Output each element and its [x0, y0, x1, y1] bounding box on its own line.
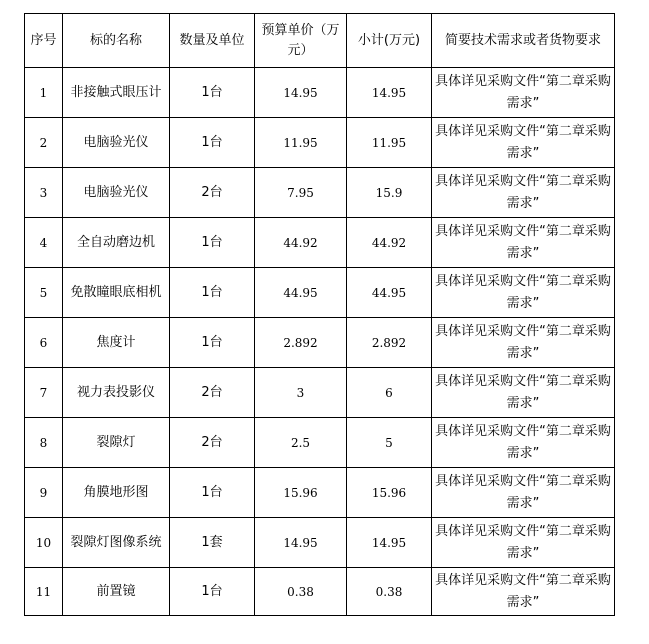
cell-requirement: 具体详见采购文件“第二章采购需求” [432, 168, 615, 218]
cell-name: 电脑验光仪 [63, 168, 170, 218]
cell-qty: 1台 [170, 568, 255, 616]
procurement-table-container [24, 13, 615, 616]
cell-name: 免散瞳眼底相机 [63, 268, 170, 318]
cell-requirement: 具体详见采购文件“第二章采购需求” [432, 368, 615, 418]
cell-name: 裂隙灯 [63, 418, 170, 468]
cell-unit-price: 44.92 [255, 218, 347, 268]
cell-unit-price: 2.5 [255, 418, 347, 468]
cell-name: 电脑验光仪 [63, 118, 170, 168]
cell-subtotal: 15.96 [347, 468, 432, 518]
cell-seq: 11 [25, 568, 63, 616]
cell-subtotal: 44.92 [347, 218, 432, 268]
cell-unit-price: 7.95 [255, 168, 347, 218]
cell-subtotal: 14.95 [347, 68, 432, 118]
cell-requirement: 具体详见采购文件“第二章采购需求” [432, 468, 615, 518]
table-row [25, 68, 615, 118]
cell-unit-price: 14.95 [255, 518, 347, 568]
cell-unit-price: 0.38 [255, 568, 347, 616]
cell-qty: 1台 [170, 468, 255, 518]
cell-seq: 5 [25, 268, 63, 318]
cell-seq: 8 [25, 418, 63, 468]
cell-seq: 9 [25, 468, 63, 518]
cell-unit-price: 2.892 [255, 318, 347, 368]
cell-subtotal: 11.95 [347, 118, 432, 168]
cell-qty: 1台 [170, 318, 255, 368]
table-row [25, 118, 615, 168]
table-row [25, 368, 615, 418]
table-row [25, 168, 615, 218]
cell-unit-price: 14.95 [255, 68, 347, 118]
cell-qty: 2台 [170, 168, 255, 218]
cell-seq: 6 [25, 318, 63, 368]
cell-name: 视力表投影仪 [63, 368, 170, 418]
cell-requirement: 具体详见采购文件“第二章采购需求” [432, 118, 615, 168]
cell-qty: 1套 [170, 518, 255, 568]
header-seq: 序号 [25, 14, 63, 68]
table-row [25, 218, 615, 268]
cell-name: 前置镜 [63, 568, 170, 616]
cell-subtotal: 5 [347, 418, 432, 468]
header-subtotal: 小计(万元) [347, 14, 432, 68]
cell-seq: 7 [25, 368, 63, 418]
cell-name: 焦度计 [63, 318, 170, 368]
cell-subtotal: 44.95 [347, 268, 432, 318]
cell-qty: 1台 [170, 218, 255, 268]
cell-requirement: 具体详见采购文件“第二章采购需求” [432, 418, 615, 468]
cell-requirement: 具体详见采购文件“第二章采购需求” [432, 318, 615, 368]
cell-qty: 1台 [170, 68, 255, 118]
header-unit-price: 预算单价（万元） [255, 14, 347, 68]
cell-subtotal: 14.95 [347, 518, 432, 568]
cell-seq: 4 [25, 218, 63, 268]
table-row [25, 468, 615, 518]
cell-unit-price: 44.95 [255, 268, 347, 318]
cell-seq: 10 [25, 518, 63, 568]
cell-qty: 2台 [170, 418, 255, 468]
cell-qty: 2台 [170, 368, 255, 418]
table-row [25, 418, 615, 468]
cell-name: 角膜地形图 [63, 468, 170, 518]
table-row [25, 568, 615, 616]
cell-name: 全自动磨边机 [63, 218, 170, 268]
table-row [25, 518, 615, 568]
cell-seq: 2 [25, 118, 63, 168]
procurement-table [24, 13, 615, 616]
cell-unit-price: 11.95 [255, 118, 347, 168]
cell-name: 非接触式眼压计 [63, 68, 170, 118]
cell-subtotal: 0.38 [347, 568, 432, 616]
cell-requirement: 具体详见采购文件“第二章采购需求” [432, 568, 615, 616]
header-requirement: 简要技术需求或者货物要求 [432, 14, 615, 68]
cell-subtotal: 2.892 [347, 318, 432, 368]
table-row [25, 268, 615, 318]
cell-requirement: 具体详见采购文件“第二章采购需求” [432, 268, 615, 318]
cell-qty: 1台 [170, 268, 255, 318]
header-name: 标的名称 [63, 14, 170, 68]
cell-seq: 3 [25, 168, 63, 218]
cell-subtotal: 6 [347, 368, 432, 418]
cell-requirement: 具体详见采购文件“第二章采购需求” [432, 518, 615, 568]
cell-requirement: 具体详见采购文件“第二章采购需求” [432, 68, 615, 118]
header-qty: 数量及单位 [170, 14, 255, 68]
cell-qty: 1台 [170, 118, 255, 168]
cell-requirement: 具体详见采购文件“第二章采购需求” [432, 218, 615, 268]
table-row [25, 318, 615, 368]
cell-unit-price: 15.96 [255, 468, 347, 518]
table-header-row [25, 14, 615, 68]
cell-seq: 1 [25, 68, 63, 118]
cell-name: 裂隙灯图像系统 [63, 518, 170, 568]
cell-unit-price: 3 [255, 368, 347, 418]
cell-subtotal: 15.9 [347, 168, 432, 218]
